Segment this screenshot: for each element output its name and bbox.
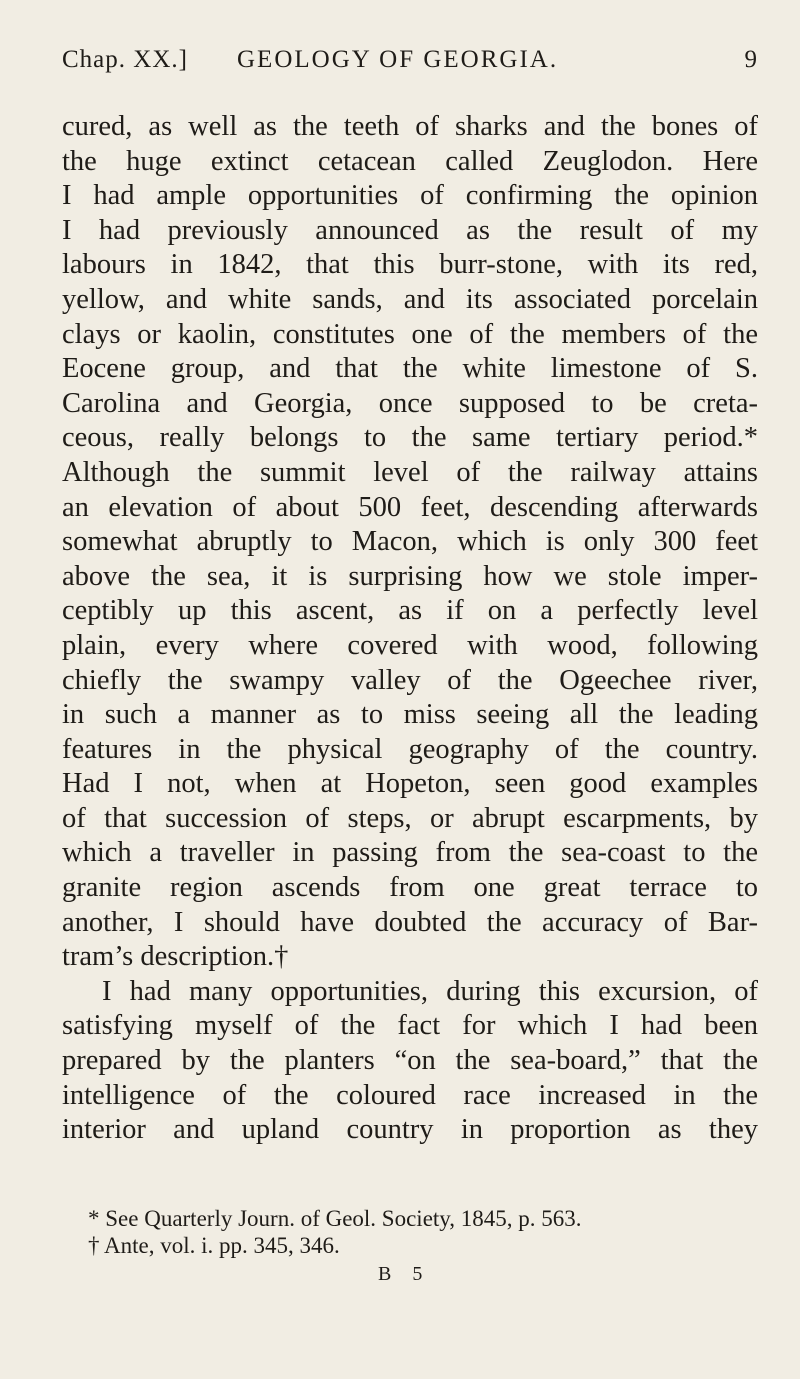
text-line: prepared by the planters “on the sea-board,” that the (62, 1045, 758, 1077)
text-line: Although the summit level of the railway attains (62, 456, 758, 488)
text-line: I had many opportunities, during this excursion, of (102, 975, 758, 1007)
text-line: I had previously announced as the result of my (62, 214, 758, 246)
text-line: ceptibly up this ascent, as if on a perfectly level (62, 595, 758, 627)
text-line: of that succession of steps, or abrupt escarpments, by (62, 802, 758, 834)
text-line: labours in 1842, that this burr-stone, with its red, (62, 249, 758, 281)
text-line: I had ample opportunities of confirming the opinion (62, 180, 758, 212)
text-line: features in the physical geography of the country. (62, 733, 758, 765)
text-line: in such a manner as to miss seeing all the leading (62, 699, 758, 731)
text-line: which a traveller in passing from the sea-coast to the (62, 837, 758, 869)
text-line: tram’s description.† (62, 941, 289, 973)
text-line: Eocene group, and that the white limestone of S. (62, 353, 758, 385)
page-title: GEOLOGY OF GEORGIA. (237, 46, 559, 73)
text-line: intelligence of the coloured race increased in the (62, 1079, 758, 1111)
body-text (62, 110, 758, 1148)
text-line: an elevation of about 500 feet, descending afterwards (62, 491, 758, 523)
signature-mark: B 5 (378, 1263, 431, 1285)
text-line: granite region ascends from one great terrace to (62, 872, 758, 904)
text-line: the huge extinct cetacean called Zeuglodon. Here (62, 145, 758, 177)
running-head (62, 46, 758, 86)
text-line: interior and upland country in proportion as they (62, 1114, 758, 1146)
footnote: * See Quarterly Journ. of Geol. Society, 1845, p. 563. (88, 1206, 582, 1231)
text-line: Had I not, when at Hopeton, seen good examples (62, 768, 758, 800)
footnotes (88, 1205, 758, 1259)
text-line: somewhat abruptly to Macon, which is only 300 feet (62, 526, 758, 558)
footnote: † Ante, vol. i. pp. 345, 346. (88, 1233, 340, 1258)
text-line: ceous, really belongs to the same tertiary period.* (62, 422, 758, 454)
text-line: satisfying myself of the fact for which I had been (62, 1010, 758, 1042)
page-number: 9 (744, 46, 758, 73)
text-line: Carolina and Georgia, once supposed to be creta- (62, 387, 758, 419)
chapter-heading: Chap. XX.] (62, 46, 188, 73)
text-line: cured, as well as the teeth of sharks and the bones of (62, 111, 758, 142)
text-line: clays or kaolin, constitutes one of the members of the (62, 318, 758, 350)
text-line: plain, every where covered with wood, following (62, 629, 758, 661)
text-line: chiefly the swampy valley of the Ogeechee river, (62, 664, 758, 696)
text-line: yellow, and white sands, and its associated porcelain (62, 283, 758, 315)
text-line: above the sea, it is surprising how we stole imper- (62, 560, 758, 592)
text-line: another, I should have doubted the accuracy of Bar- (62, 906, 758, 938)
